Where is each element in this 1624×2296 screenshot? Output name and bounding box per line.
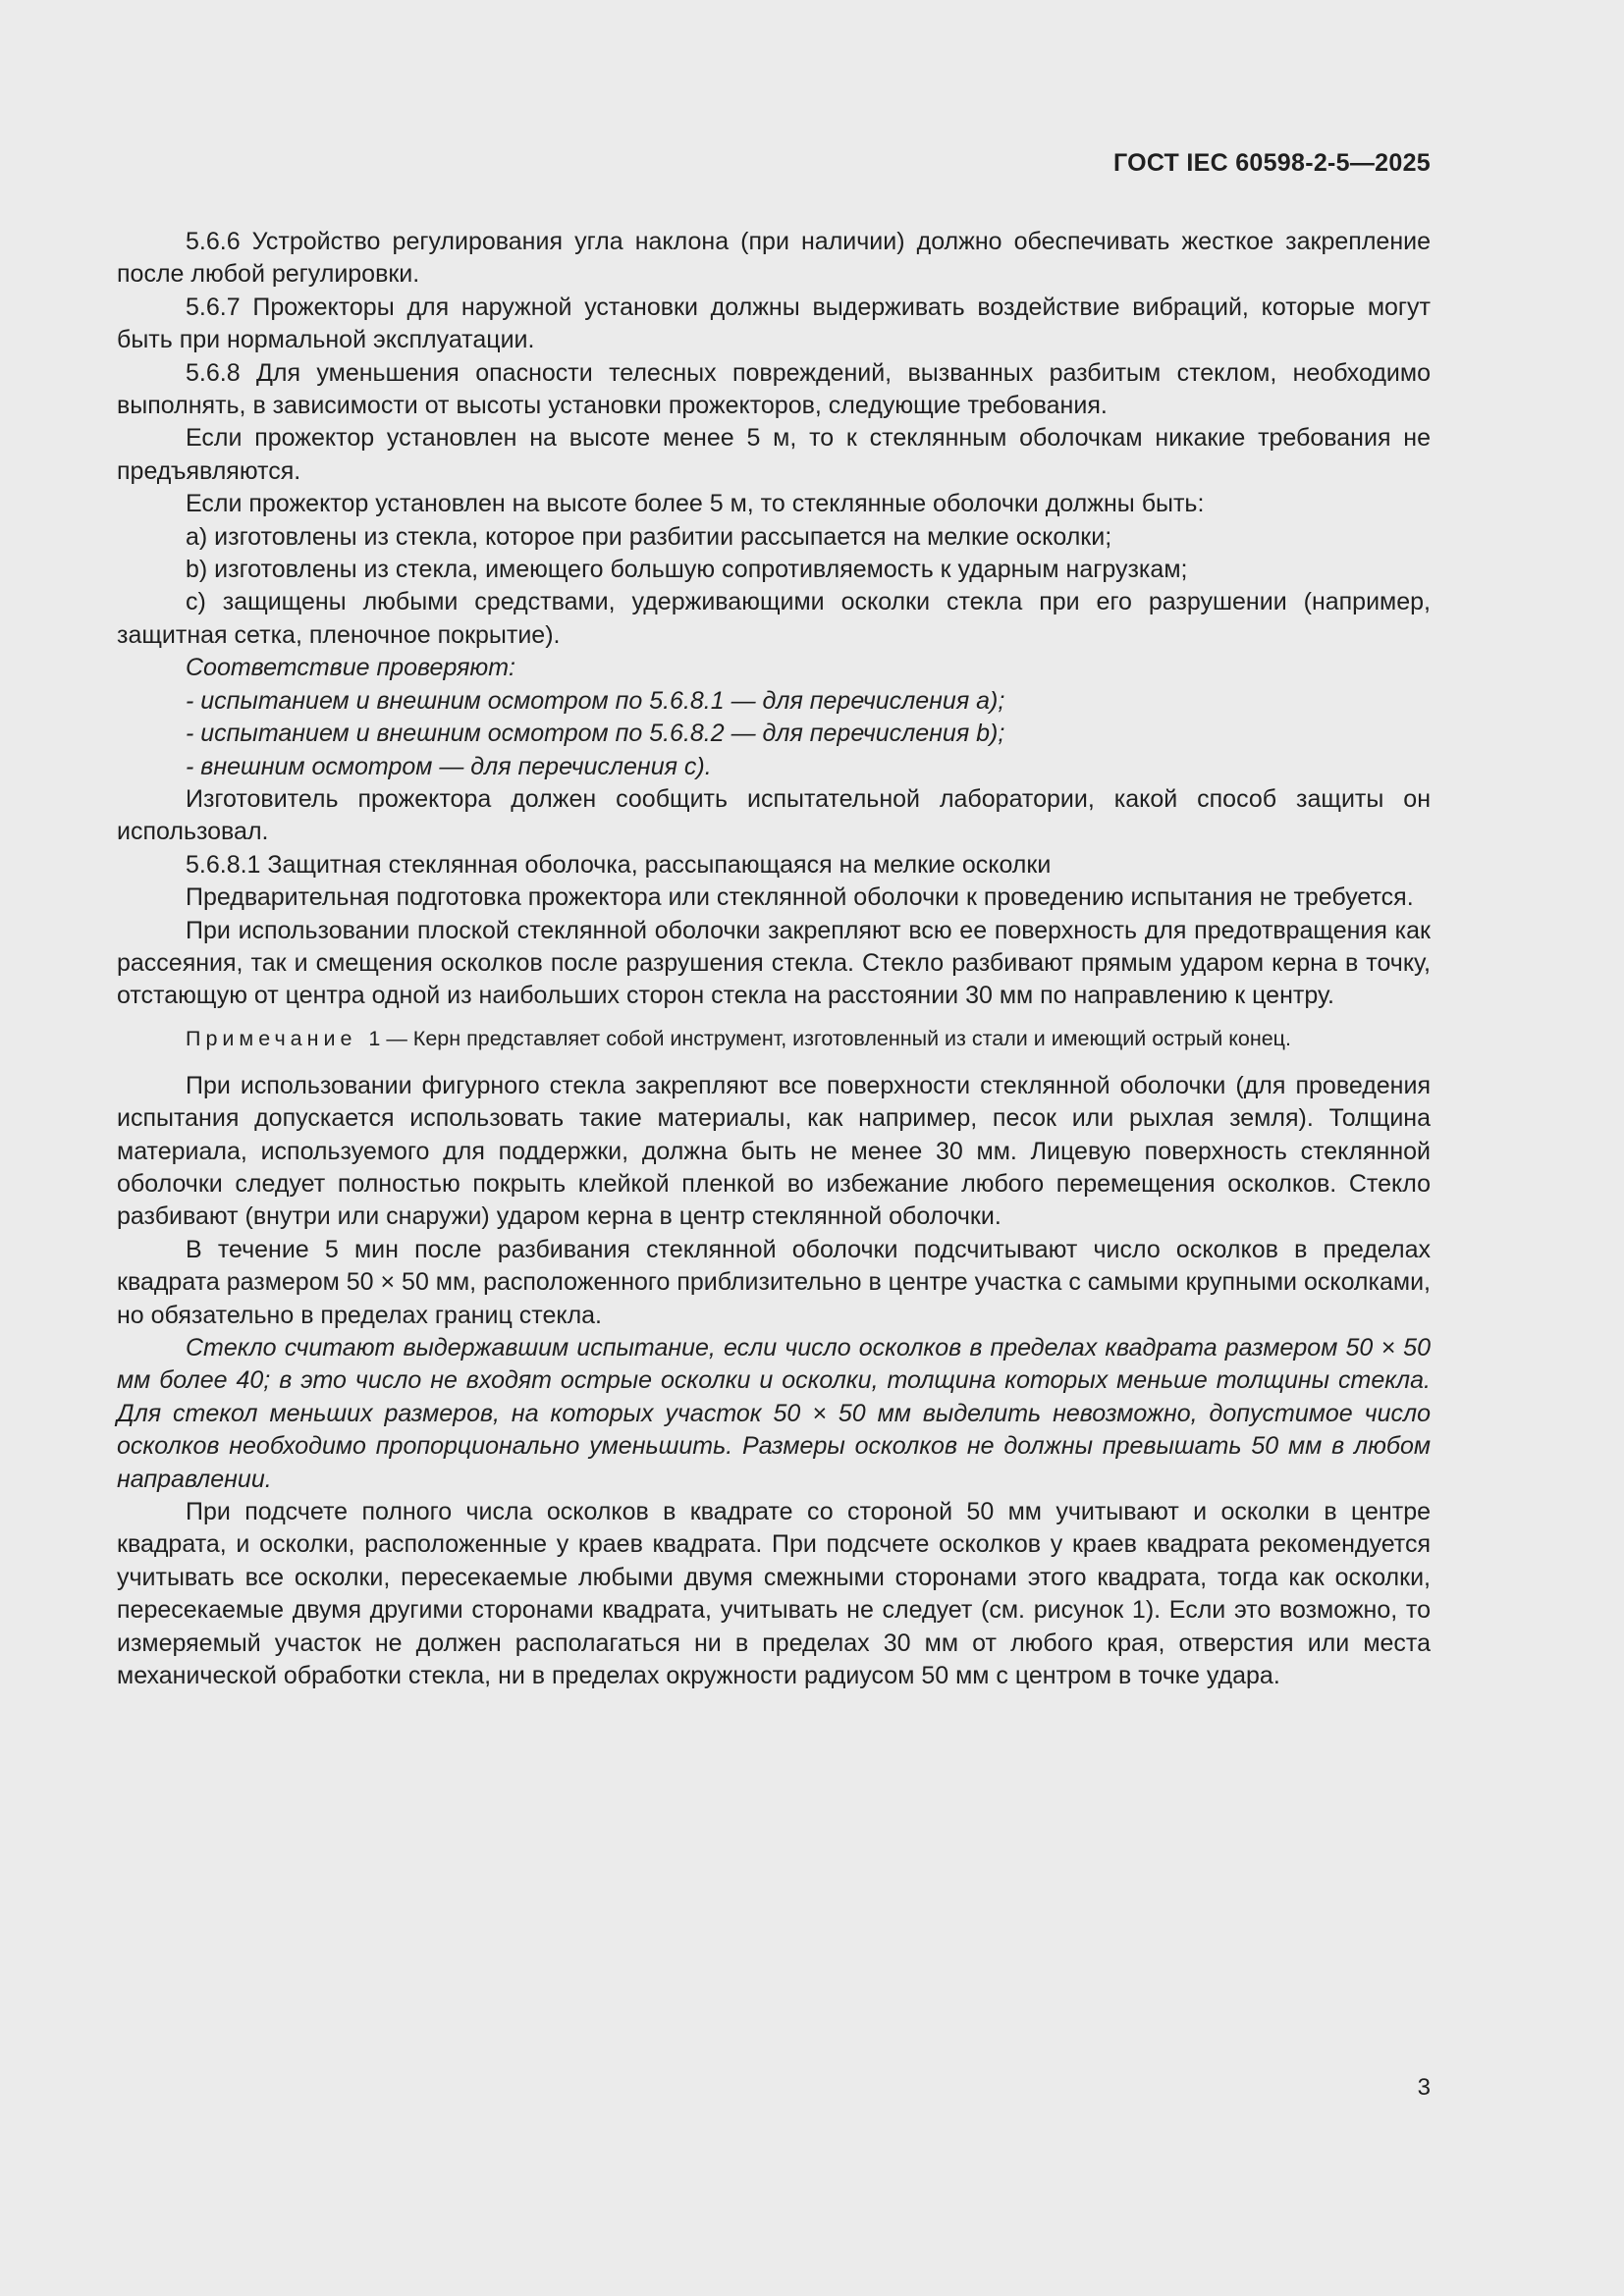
list-item-a: a) изготовлены из стекла, которое при разбитии рассыпается на мелкие осколки; (186, 522, 1112, 551)
list-item-c: c) защищены любыми средствами, удерживающими осколки стекла при его разрушении (например, защитная сетка, пленочное покрытие). (117, 588, 1431, 649)
compliance-item: - испытанием и внешним осмотром по 5.6.8.2 — для перечисления b); (186, 720, 1005, 748)
note-text: 1 — Керн представляет собой инструмент, изготовленный из стали и имеющий острый конец. (368, 1026, 1291, 1050)
page-number: 3 (1417, 2074, 1431, 2101)
clause-5-6-8-1-heading: 5.6.8.1 Защитная стеклянная оболочка, рассыпающаяся на мелкие осколки (186, 850, 1052, 879)
compliance-item: - испытанием и внешним осмотром по 5.6.8.1 — для перечисления a); (186, 686, 1005, 715)
clause-5-6-7: 5.6.7 Прожекторы для наружной установки должны выдерживать воздействие вибраций, которые могут быть при нормальной эксплуатации. (117, 293, 1431, 354)
clause-5-6-6: 5.6.6 Устройство регулирования угла наклона (при наличии) должно обеспечивать жесткое закрепление после любой регулировки. (117, 228, 1431, 289)
body-paragraph: Предварительная подготовка прожектора или стеклянной оболочки к проведению испытания не требуется. (186, 883, 1414, 912)
note-1 (117, 1025, 1431, 1053)
body-paragraph: В течение 5 мин после разбивания стеклянной оболочки подсчитывают число осколков в пределах квадрата размером 50 × 50 мм, расположенного приблизительно в центре участка с самыми крупными осколками, но обязательно в пределах границ стекла. (117, 1235, 1431, 1329)
list-item-b: b) изготовлены из стекла, имеющего большую сопротивляемость к ударным нагрузкам; (186, 556, 1188, 584)
note-label: Примечание (186, 1026, 357, 1050)
body-paragraph: Если прожектор установлен на высоте менее 5 м, то к стеклянным оболочкам никакие требования не предъявляются. (117, 424, 1431, 485)
document-body (117, 226, 1431, 1692)
compliance-heading: Соответствие проверяют: (186, 654, 515, 682)
acceptance-criteria: Стекло считают выдержавшим испытание, если число осколков в пределах квадрата размером 50 × 50 мм более 40; в это число не входят острые осколки и осколки, толщина которых меньше толщины стекла. Для стекол меньших размеров, на которых участок 50 × 50 мм выделить невозможно, допустимое число осколков необходимо пропорционально уменьшить. Размеры осколков не должны превышать 50 мм в любом направлении. (117, 1334, 1431, 1493)
clause-5-6-8: 5.6.8 Для уменьшения опасности телесных повреждений, вызванных разбитым стеклом, необходимо выполнять, в зависимости от высоты установки прожекторов, следующие требования. (117, 358, 1431, 420)
body-paragraph: При использовании фигурного стекла закрепляют все поверхности стеклянной оболочки (для проведения испытания допускается использовать такие материалы, как например, песок или рыхлая земля). Толщина материала, используемого для поддержки, должна быть не менее 30 мм. Лицевую поверхность стеклянной оболочки следует полностью покрыть клейкой пленкой во избежание любого перемещения осколков. Стекло разбивают (внутри или снаружи) ударом керна в центр стеклянной оболочки. (117, 1071, 1431, 1231)
body-paragraph: Изготовитель прожектора должен сообщить испытательной лаборатории, какой способ защиты он использовал. (117, 784, 1431, 846)
document-header: ГОСТ IEC 60598-2-5—2025 (1112, 149, 1431, 177)
compliance-item: - внешним осмотром — для перечисления c). (186, 752, 712, 780)
body-paragraph: Если прожектор установлен на высоте более 5 м, то стеклянные оболочки должны быть: (186, 490, 1205, 518)
body-paragraph: При использовании плоской стеклянной оболочки закрепляют всю ее поверхность для предотвращения как рассеяния, так и смещения осколков после разрушения стекла. Стекло разбивают прямым ударом керна в точку, отстающую от центра одной из наибольших сторон стекла на расстоянии 30 мм по направлению к центру. (117, 916, 1431, 1010)
body-paragraph: При подсчете полного числа осколков в квадрате со стороной 50 мм учитывают и осколки в центре квадрата, и осколки, расположенные у краев квадрата. При подсчете осколков у краев квадрата рекомендуется учитывать все осколки, пересекаемые любыми двумя смежными сторонами этого квадрата, тогда как осколки, пересекаемые двумя другими сторонами квадрата, учитывать не следует (см. рисунок 1). Если это возможно, то измеряемый участок не должен располагаться ни в пределах 30 мм от любого края, отверстия или места механической обработки стекла, ни в пределах окружности радиусом 50 мм с центром в точке удара. (117, 1498, 1431, 1690)
